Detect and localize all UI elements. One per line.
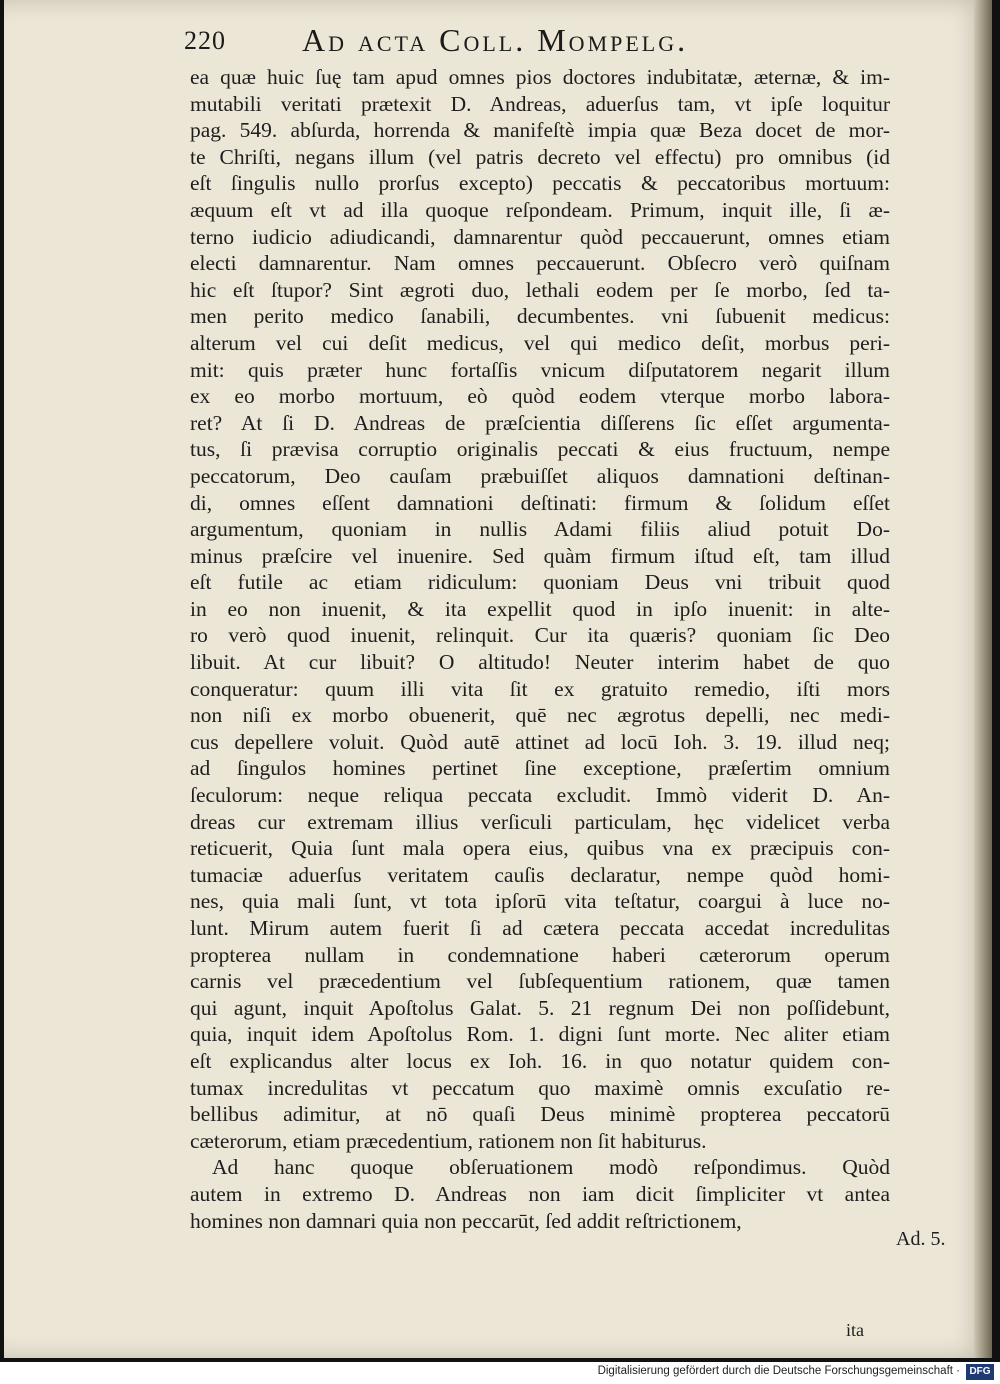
text-line: æquum eſt vt ad illa quoque reſpondeam. Primum, inquit ille, ſi æ- — [190, 197, 890, 222]
text-line: ſeculorum: neque reliqua peccata excludit. Immò viderit D. An- — [190, 783, 890, 808]
text-line: hic eſt ſtupor? Sint ægroti duo, lethali eodem per ſe morbo, ſed ta- — [190, 277, 890, 302]
text-line: nes, quia mali ſunt, vt tota ipſorū vita teſtatur, coargui à luce no- — [190, 889, 890, 914]
marginal-note: Ad. 5. — [896, 1228, 946, 1250]
text-line: pag. 549. abſurda, horrenda & manifeſtè impia quæ Beza docet de mor- — [190, 118, 890, 143]
text-line: mutabili veritati prætexit D. Andreas, aduerſus tam, vt ipſe loquitur — [190, 91, 890, 116]
page-gutter-shadow — [974, 0, 992, 1358]
text-line: eſt futile ac etiam ridiculum: quoniam Deus vni tribuit quod — [190, 570, 890, 595]
text-line: propterea nullam in condemnatione haberi cæterorum operum — [190, 942, 890, 967]
text-line: quia, inquit idem Apoſtolus Rom. 1. digni ſunt morte. Nec aliter etiam — [190, 1022, 890, 1047]
text-line: ea quæ huic ſuę tam apud omnes pios doctores indubitatæ, æternæ, & im- — [190, 65, 890, 89]
page-number: 220 — [184, 26, 226, 55]
text-line: lunt. Mirum autem fuerit ſi ad cætera peccata accedat incredulitas — [190, 916, 890, 940]
text-line: argumentum, quoniam in nullis Adami filiis aliud potuit Do- — [190, 517, 890, 542]
text-line: bellibus adimitur, at nō quaſi Deus minimè propterea peccatorū — [190, 1102, 890, 1127]
dfg-logo-icon: DFG — [966, 1364, 994, 1380]
text-line: ex eo morbo mortuum, eò quòd eodem vterque morbo labora- — [190, 384, 890, 409]
text-line: tumaciæ aduerſus veritatem cauſis declaratur, nempe quòd homi- — [190, 862, 890, 887]
text-line: eſt explicandus alter locus ex Ioh. 16. in quo notatur quidem con- — [190, 1048, 890, 1073]
text-line: mit: quis præter hunc fortaſſis vnicum diſputatorem negarit illum — [190, 357, 890, 382]
text-line: homines non damnari quia non peccarūt, ſed addit reſtrictionem, — [190, 1208, 742, 1233]
text-line: alterum vel cui deſit medicus, vel qui medico deſit, morbus peri- — [190, 330, 890, 355]
text-line: tumax incredulitas vt peccatum quo maximè omnis excuſatio re- — [190, 1075, 890, 1100]
text-line: cus depellere voluit. Quòd autē attinet ad locū Ioh. 3. 19. illud neq; — [190, 729, 890, 754]
text-line: conqueratur: quum illi vita ſit ex gratuito remedio, iſti mors — [190, 676, 890, 701]
text-line: Ad hanc quoque obſeruationem modò reſpondimus. Quòd — [212, 1155, 890, 1180]
catchword: ita — [846, 1320, 864, 1340]
text-line: di, omnes eſſent damnationi deſtinati: firmum & ſolidum eſſet — [190, 490, 890, 515]
text-line: non niſi ex morbo obuenerit, quē nec ægrotus depelli, nec medi- — [190, 703, 890, 728]
footer-credit: Digitalisierung gefördert durch die Deutsche Forschungsgemeinschaft · — [597, 1365, 960, 1377]
digitization-footer — [0, 1362, 1000, 1384]
text-line: peccatorum, Deo cauſam præbuiſſet aliquos damnationi deſtinan- — [190, 463, 890, 488]
text-line: men perito medico ſanabili, decumbentes. vni ſubuenit medicus: — [190, 304, 890, 329]
text-line: qui agunt, inquit Apoſtolus Galat. 5. 21 regnum Dei non poſſidebunt, — [190, 995, 890, 1020]
text-line: ro verò quod inuenit, relinquit. Cur ita quæris? quoniam ſic Deo — [190, 623, 890, 648]
text-line: electi damnarentur. Nam omnes peccauerunt. Obſecro verò quiſnam — [190, 251, 890, 276]
text-line: in eo non inuenit, & ita expellit quod in ipſo inuenit: in alte- — [190, 596, 890, 621]
text-line: libuit. At cur libuit? O altitudo! Neuter interim habet de quo — [190, 650, 890, 675]
text-line: ad ſingulos homines pertinet ſine exceptione, præſertim omnium — [190, 756, 890, 781]
text-line: eſt ſingulis nullo prorſus excepto) peccatis & peccatoribus mortuum: — [190, 171, 890, 196]
text-line: carnis vel præcedentium vel ſubſequentium rationem, quæ tamen — [190, 969, 890, 994]
text-line: autem in extremo D. Andreas non iam dicit ſimpliciter vt antea — [190, 1181, 890, 1206]
text-line: tus, ſi prævisa corruptio originalis peccati & eius fructuum, nempe — [190, 437, 890, 462]
text-line: ret? At ſi D. Andreas de præſcientia diſſerens ſic eſſet argumenta- — [190, 410, 890, 435]
text-line: dreas cur extremam illius verſiculi particulam, hęc videlicet verba — [190, 809, 890, 834]
text-line: reticuerit, Quia ſunt mala opera eius, quibus vna ex præcipuis con- — [190, 836, 890, 861]
book-page — [4, 0, 992, 1358]
text-line: minus præſcire vel inuenire. Sed quàm firmum iſtud eſt, tam illud — [190, 543, 890, 568]
body-text — [190, 64, 890, 1234]
page-header — [184, 22, 904, 62]
text-line: terno iudicio adiudicandi, damnarentur quòd peccauerunt, omnes etiam — [190, 224, 890, 249]
running-title: Ad acta Coll. Mompelg. — [302, 22, 689, 58]
text-line: cæterorum, etiam præcedentium, rationem non ſit habiturus. — [190, 1128, 707, 1153]
text-line: te Chriſti, negans illum (vel patris decreto vel effectu) pro omnibus (id — [190, 144, 890, 169]
